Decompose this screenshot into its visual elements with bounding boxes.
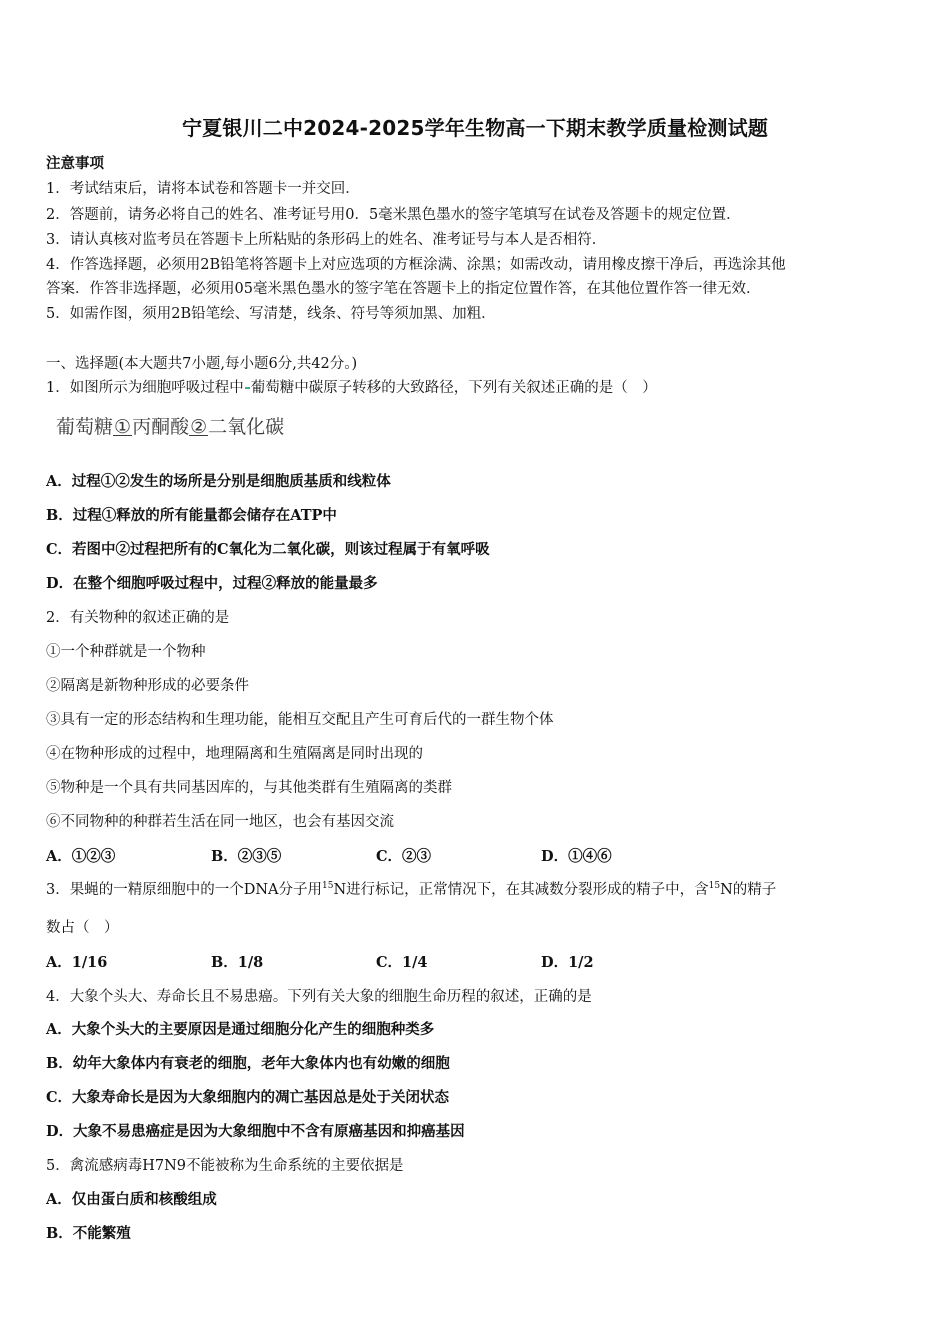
question-1-stem (46, 376, 657, 397)
page-title: 宁夏银川二中2024-2025学年生物高一下期末教学质量检测试题 (181, 116, 769, 140)
diagram-co2: 二氧化碳 (208, 416, 285, 438)
notice-item-2: 2．答题前，请务必将自己的姓名、准考证号用0．5毫米黑色墨水的签字笔填写在试卷及答题卡的规定位置． (46, 207, 741, 223)
section-heading: 一、选择题(本大题共7小题,每小题6分,共42分。) (46, 356, 358, 372)
question-2-item-4: ④在物种形成的过程中，地理隔离和生殖隔离是同时出现的 (46, 746, 423, 762)
question-2-stem: 2．有关物种的叙述正确的是 (46, 610, 230, 626)
question-1-option-c: C．若图中②过程把所有的C氧化为二氧化碳，则该过程属于有氧呼吸 (46, 541, 490, 558)
question-5-stem: 5．禽流感病毒H7N9不能被称为生命系统的主要依据是 (46, 1158, 404, 1174)
question-4-option-a: A．大象个头大的主要原因是通过细胞分化产生的细胞种类多 (46, 1021, 435, 1038)
notice-item-5: 5．如需作图，须用2B铅笔绘、写清楚，线条、符号等须加黑、加粗． (46, 306, 496, 322)
question-3-stem (46, 878, 776, 899)
question-3-option-d: D．1/2 (541, 954, 594, 971)
question-1-option-a: A．过程①②发生的场所是分别是细胞质基质和线粒体 (46, 473, 391, 490)
question-2-item-2: ②隔离是新物种形成的必要条件 (46, 678, 249, 694)
question-1-option-d: D．在整个细胞呼吸过程中，过程②释放的能量最多 (46, 575, 378, 592)
edit-mark-icon (245, 387, 250, 389)
diagram-glucose: 葡萄糖 (56, 416, 114, 438)
question-3-stem-cont: 数占（ ） (46, 920, 119, 936)
question-4-option-b: B．幼年大象体内有衰老的细胞，老年大象体内也有幼嫩的细胞 (46, 1055, 450, 1072)
notice-item-4-cont: 答案．作答非选择题，必须用05毫米黑色墨水的签字笔在答题卡上的指定位置作答，在其他位置作答一律无效． (46, 281, 761, 297)
question-2-item-3: ③具有一定的形态结构和生理功能，能相互交配且产生可育后代的一群生物个体 (46, 712, 554, 728)
question-5-option-b: B．不能繁殖 (46, 1225, 131, 1242)
question-3-option-b: B．1/8 (211, 954, 264, 971)
notice-item-3: 3．请认真核对监考员在答题卡上所粘贴的条形码上的姓名、准考证号与本人是否相符． (46, 232, 607, 248)
question-2-item-5: ⑤物种是一个具有共同基因库的，与其他类群有生殖隔离的类群 (46, 780, 452, 796)
question-2-option-b: B．②③⑤ (211, 848, 282, 865)
question-5-option-a: A．仅由蛋白质和核酸组成 (46, 1191, 217, 1208)
question-3-option-a: A．1/16 (46, 954, 108, 971)
question-1-option-b: B．过程①释放的所有能量都会储存在ATP中 (46, 507, 337, 524)
diagram-step-1-arrow: ① (114, 416, 132, 438)
question-4-stem: 4．大象个头大、寿命长且不易患癌。下列有关大象的细胞生命历程的叙述，正确的是 (46, 989, 592, 1005)
question-4-option-c: C．大象寿命长是因为大象细胞内的凋亡基因总是处于关闭状态 (46, 1089, 450, 1106)
notice-item-4: 4．作答选择题，必须用2B铅笔将答题卡上对应选项的方框涂满、涂黑；如需改动，请用橡皮擦干净后，再选涂其他 (46, 257, 786, 273)
notice-heading: 注意事项 (46, 155, 104, 172)
question-2-item-1: ①一个种群就是一个物种 (46, 644, 206, 660)
isotope-sup-1: 15 (322, 881, 334, 892)
question-1-stem-a: 1．如图所示为细胞呼吸过程中 (46, 380, 244, 396)
question-2-item-6: ⑥不同物种的种群若生活在同一地区，也会有基因交流 (46, 814, 394, 830)
carbon-path-diagram (56, 412, 284, 442)
diagram-step-2-arrow: ② (190, 416, 208, 438)
notice-item-1: 1．考试结束后，请将本试卷和答题卡一并交回． (46, 181, 360, 197)
question-4-option-d: D．大象不易患癌症是因为大象细胞中不含有原癌基因和抑癌基因 (46, 1123, 465, 1140)
diagram-pyruvate: 丙酮酸 (132, 416, 190, 438)
question-3-stem-c: N的精子 (720, 882, 777, 898)
question-3-option-c: C．1/4 (376, 954, 428, 971)
question-3-stem-b: N进行标记，正常情况下，在其减数分裂形成的精子中，含 (333, 882, 709, 898)
question-2-option-d: D．①④⑥ (541, 848, 612, 865)
question-3-stem-a: 3．果蝇的一精原细胞中的一个DNA分子用 (46, 882, 323, 898)
question-1-stem-b: 葡萄糖中碳原子转移的大致路径，下列有关叙述正确的是（ ） (250, 380, 657, 396)
question-2-option-c: C．②③ (376, 848, 432, 865)
isotope-sup-2: 15 (708, 881, 721, 892)
question-2-option-a: A．①②③ (46, 848, 116, 865)
